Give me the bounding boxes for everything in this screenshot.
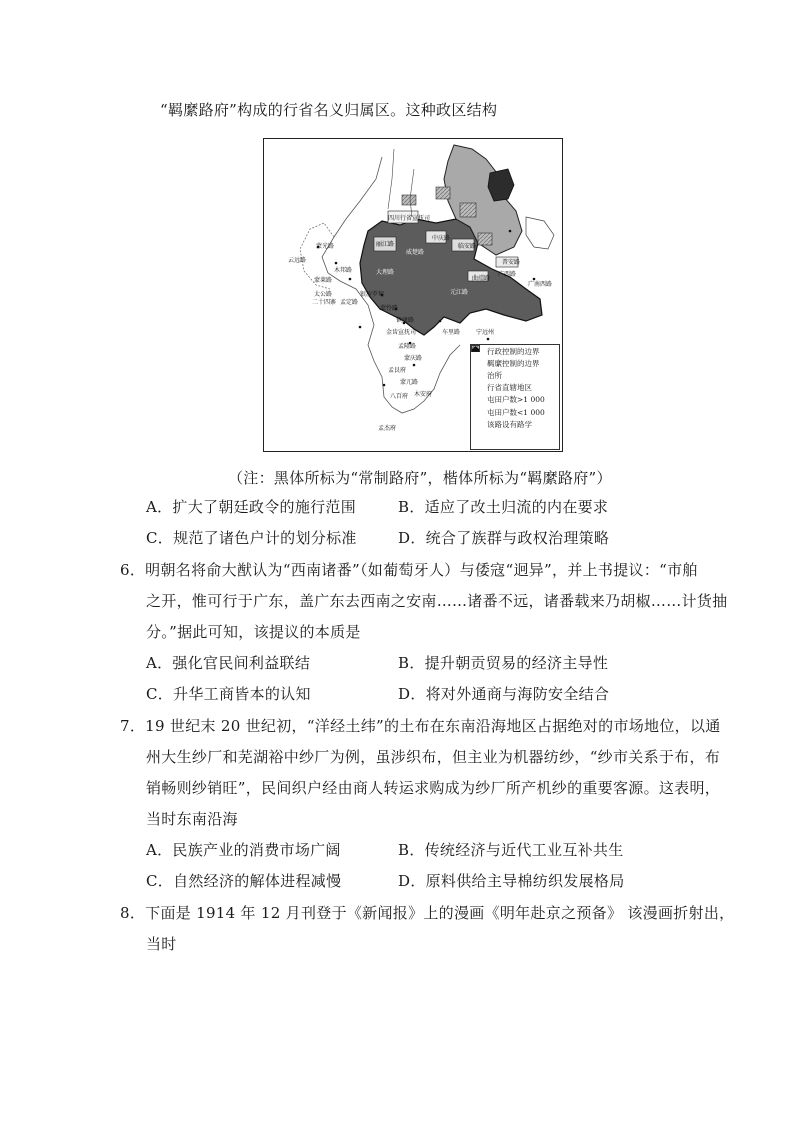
q6-stem-line3: 分。”据此可知，该提议的本质是 [146, 623, 361, 641]
seat-dot-icon [475, 372, 484, 379]
map-label-mid-a: 丽江路 [376, 241, 395, 248]
map-label-top-center: 四川行省宣抚司 [388, 215, 431, 222]
legend-item: 该路设有路学 [471, 418, 559, 430]
legend-item: 屯田户数<1 000 [471, 406, 559, 418]
q6-option-b: B．提升朝贡贸易的经济主导性 [398, 654, 609, 672]
map-label-left-d: 木邦路 [334, 267, 353, 274]
map-label-south-e: 蒙兀路 [400, 379, 419, 386]
jimi-border-icon [475, 360, 484, 367]
q5-option-a: A．扩大了朝廷政令的施行范围 [146, 498, 357, 516]
q7-stem-line3: 销畅则纱销旺”，民间织户经由商人转运求购成为纱厂所产机纱的重要客源。这表明， [146, 779, 721, 797]
q5-option-c: C．规范了诸色户计的划分标准 [146, 529, 357, 547]
school-icon [475, 421, 484, 428]
map-label-mid-h: 银沙罗甸 [360, 291, 385, 298]
map-label-mid-l: 孟隆路 [398, 343, 417, 350]
map-label-mid-m: 蒙庆路 [404, 355, 423, 362]
river-2 [410, 169, 414, 217]
eastern-region [526, 217, 554, 249]
q7-option-a: A．民族产业的消费市场广阔 [146, 841, 341, 859]
hatched-block-1 [436, 187, 450, 199]
map-label-left-g: 孟定路 [340, 299, 359, 306]
dark-square-icon [475, 396, 484, 403]
q6-option-a: A．强化官民间利益联结 [146, 654, 311, 672]
map-note: （注：黑体所标为“常制路府”，楷体所标为“羁縻路府”） [228, 469, 612, 487]
map-label-south-f: 八百府 [390, 393, 409, 400]
q5-option-b: B．适应了改土归流的内在要求 [398, 498, 609, 516]
hatched-block-2 [460, 203, 476, 217]
q6-option-c: C．升华工商皆本的认知 [146, 685, 311, 703]
map-label-east-a: 普安路 [502, 259, 521, 266]
map-label-left-f: 二十四寨 [312, 299, 337, 306]
map-label-mid-e: 临安路 [458, 243, 477, 250]
legend-item: 行政控制的边界 [471, 345, 559, 357]
map-label-east-b: 广西路 [498, 271, 517, 278]
q6-option-d: D．将对外通商与海防安全结合 [398, 685, 610, 703]
q7-option-d: D．原料供给主导棉纺织发展格局 [398, 872, 625, 890]
q8-stem-line1: 8．下面是 1914 年 12 月刊登于《新闻报》上的漫画《明年赴京之预备》 该漫画折射出， [120, 904, 735, 922]
map-label-mid-i: 蒙怜路 [380, 305, 399, 312]
legend-item: 羁縻控制的边界 [471, 357, 559, 369]
q7-option-b: B．传统经济与近代工业互补共生 [398, 841, 624, 859]
q7-stem-line2: 州大生纱厂和芜湖裕中纱厂为例，虽涉织布，但主业为机器纺纱，“纱市关系于布，布 [146, 748, 721, 766]
map-label-east-c: 广南西路 [528, 281, 553, 288]
map-label-mid-k: 金齿宣抚司 [386, 329, 417, 336]
map-label-left-e: 太公路 [314, 291, 333, 298]
q5-option-d: D．统合了族群与政权治理策略 [398, 529, 610, 547]
river-1 [388, 149, 394, 209]
intro-line: “羁縻路府”构成的行省名义归属区。这种政区结构 [160, 101, 498, 119]
map-label-south-g: 孟杰府 [378, 425, 397, 432]
map-label-left-c: 蒙莱路 [314, 277, 333, 284]
dark-north-block [488, 169, 514, 201]
map-label-mid-d: 威楚路 [406, 249, 425, 256]
hatched-block-3 [478, 233, 492, 245]
q7-option-c: C．自然经济的解体进程减慢 [146, 872, 342, 890]
map-label-south-b: 车里路 [442, 329, 461, 336]
map-label-south-a: 宁远州 [476, 329, 495, 336]
q7-stem-line4: 当时东南沿海 [146, 810, 238, 828]
map-label-south-d: 木安府 [414, 391, 433, 398]
map-label-mid-f: 元江路 [450, 289, 469, 296]
q6-stem-line2: 之开，惟可行于广东，盖广东去西南之安南……诸番不远，诸番载来乃胡椒……计货抽 [146, 592, 728, 610]
legend-item: 治所 [471, 369, 559, 381]
map-label-mid-c: 中庆路 [432, 235, 451, 242]
legend-item: 行省直辖地区 [471, 382, 559, 394]
direct-area-icon [475, 384, 484, 391]
q8-stem-line2: 当时 [146, 935, 177, 953]
q6-stem-line1: 6．明朝名将俞大猷认为“西南诸番”（如葡萄牙人）与倭寇“迥异”，并上书提议：“市舶 [120, 561, 698, 579]
hatched-block-4 [402, 195, 416, 205]
hatched-square-icon [475, 409, 484, 416]
q7-stem-line1: 7．19 世纪末 20 世纪初，“洋经土纬”的土布在东南沿海地区占据绝对的市场地位，以通 [120, 717, 721, 735]
map-legend [470, 344, 560, 450]
map-label-mid-g: 曲靖路 [472, 275, 491, 282]
map-label-left-a: 蒙光路 [316, 243, 335, 250]
map-label-left-b: 云远路 [288, 257, 307, 264]
map-label-mid-j: 镇康路 [396, 317, 415, 324]
yuan-yunnan-map [263, 138, 563, 452]
map-label-south-c: 孟艮府 [388, 367, 407, 374]
legend-item: 屯田户数>1 000 [471, 394, 559, 406]
map-label-mid-b: 大理路 [376, 269, 395, 276]
